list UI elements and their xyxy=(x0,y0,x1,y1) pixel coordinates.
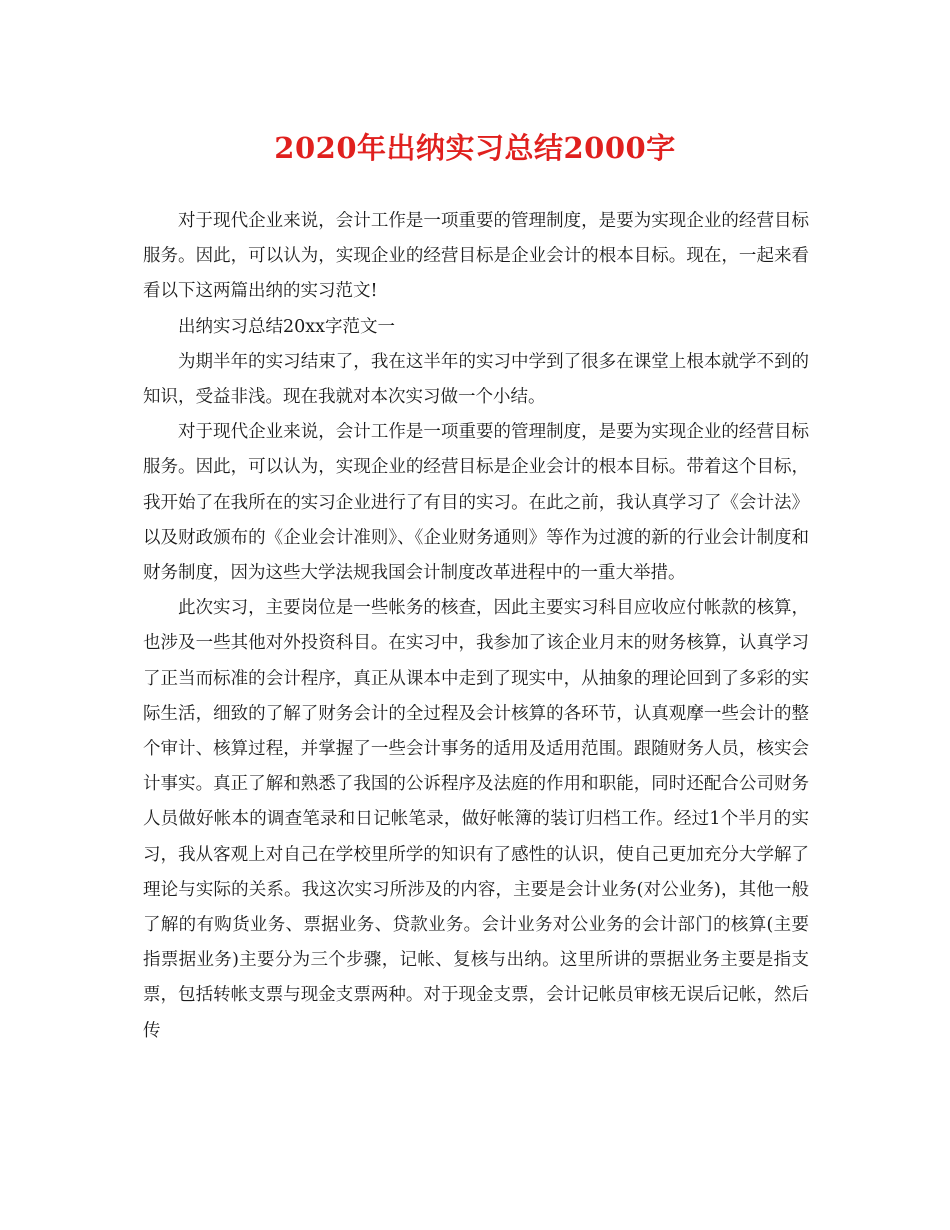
document-body xyxy=(143,204,809,1049)
document-title: 2020年出纳实习总结2000字 xyxy=(274,131,676,165)
paragraph-internship-details: 此次实习，主要岗位是一些帐务的核查，因此主要实习科目应收应付帐款的核算，也涉及一些其他对外投资科目。在实习中，我参加了该企业月末的财务核算，认真学习了正当而标准的会计程序，真正从课本中走到了现实中，从抽象的理论回到了多彩的实际生活，细致的了解了财务会计的全过程及会计核算的各环节，认真观摩一些会计的整个审计、核算过程，并掌握了一些会计事务的适用及适用范围。跟随财务人员，核实会计事实。真正了解和熟悉了我国的公诉程序及法庭的作用和职能，同时还配合公司财务人员做好帐本的调查笔录和日记帐笔录，做好帐簿的装订归档工作。经过1个半月的实习，我从客观上对自己在学校里所学的知识有了感性的认识，使自己更加充分大学解了理论与实际的关系。我这次实习所涉及的内容，主要是会计业务(对公业务)，其他一般了解的有购货业务、票据业务、贷款业务。会计业务对公业务的会计部门的核算(主要指票据业务)主要分为三个步骤，记帐、复核与出纳。这里所讲的票据业务主要是指支票，包括转帐支票与现金支票两种。对于现金支票，会计记帐员审核无误后记帐，然后传 xyxy=(143,598,809,1041)
paragraph-section-heading: 出纳实习总结20xx字范文一 xyxy=(178,316,396,337)
paragraph-intro: 对于现代企业来说，会计工作是一项重要的管理制度，是要为实现企业的经营目标服务。因此，可以认为，实现企业的经营目标是企业会计的根本目标。现在，一起来看看以下这两篇出纳的实习范文! xyxy=(143,211,809,302)
paragraph-summary: 为期半年的实习结束了，我在这半年的实习中学到了很多在课堂上根本就学不到的知识，受益非浅。现在我就对本次实习做一个小结。 xyxy=(143,351,809,408)
paragraph-accounting-goal: 对于现代企业来说，会计工作是一项重要的管理制度，是要为实现企业的经营目标服务。因此，可以认为，实现企业的经营目标是企业会计的根本目标。带着这个目标，我开始了在我所在的实习企业进行了有目的实习。在此之前，我认真学习了《会计法》以及财政颁布的《企业会计准则》、《企业财务通则》等作为过渡的新的行业会计制度和财务制度，因为这些大学法规我国会计制度改革进程中的一重大举措。 xyxy=(143,422,809,584)
